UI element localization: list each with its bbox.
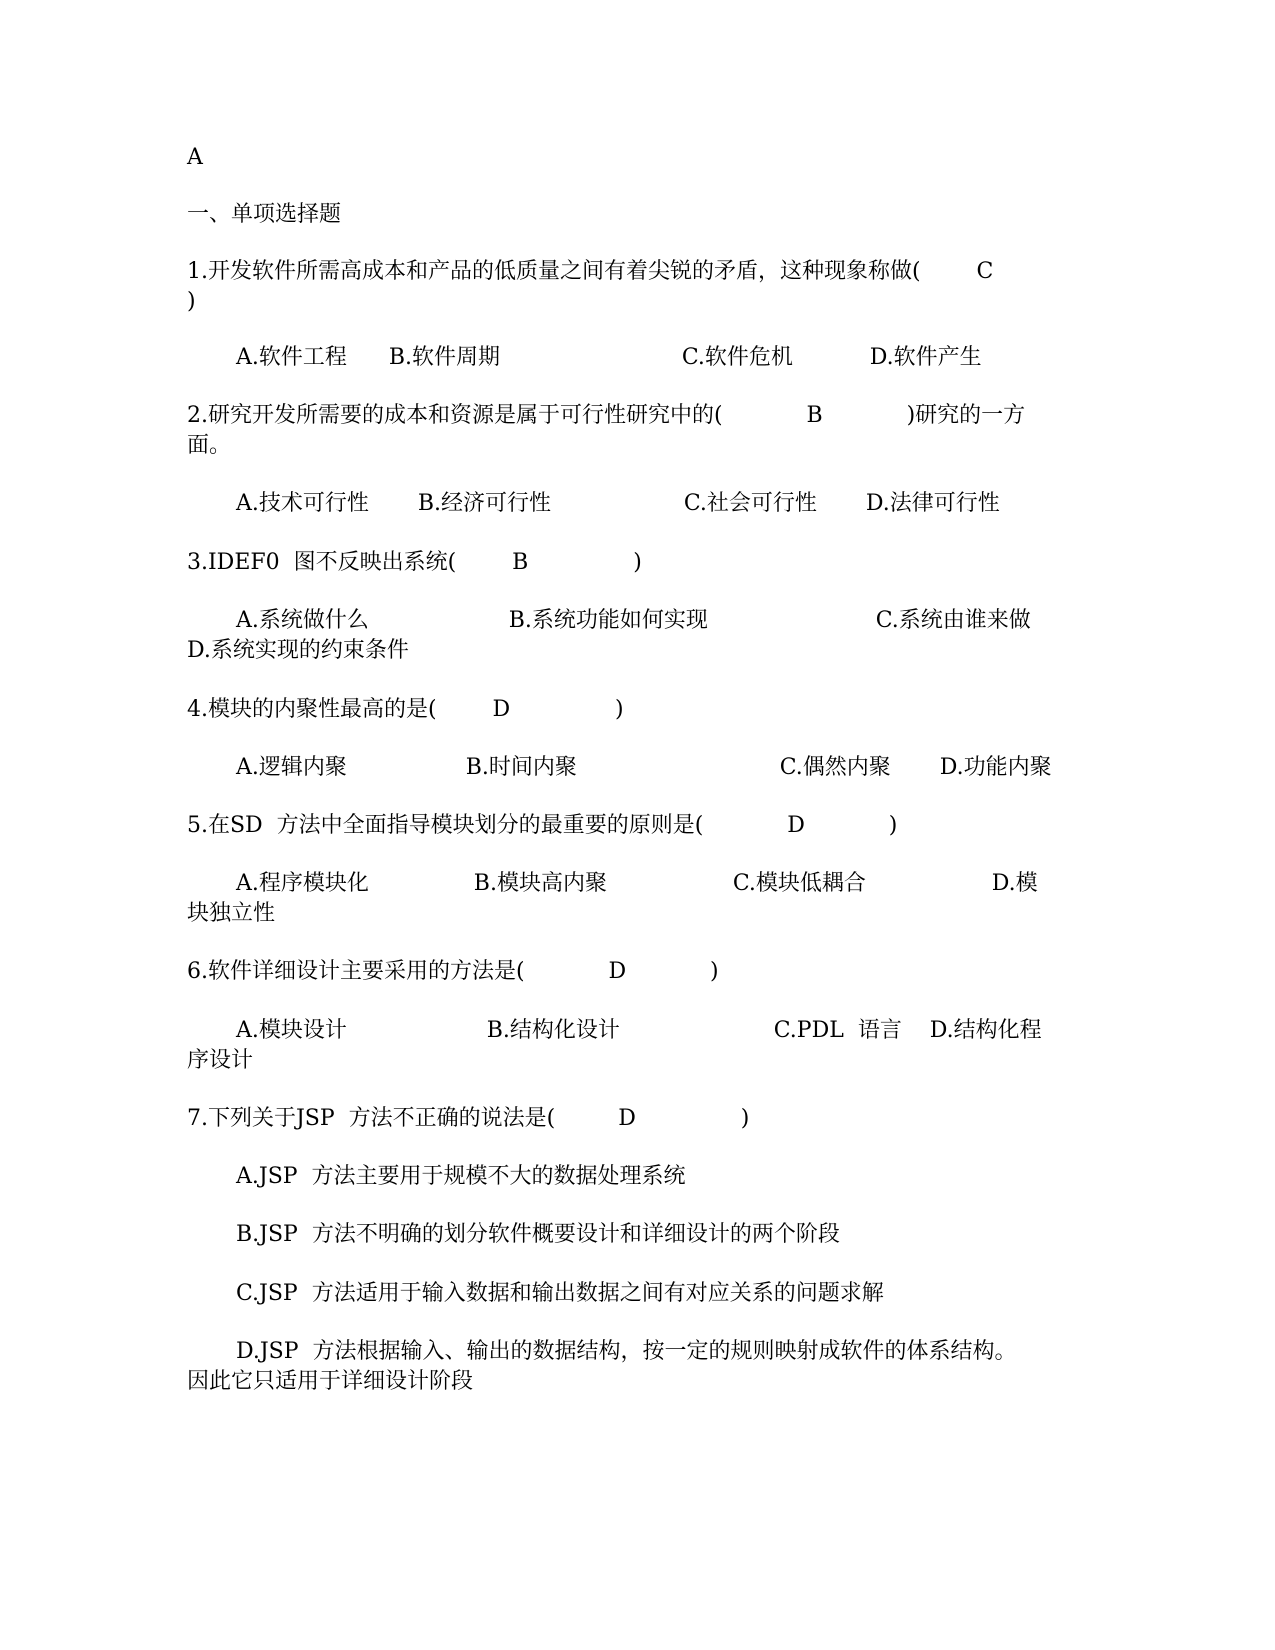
question-7-stem: 7.下列关于JSP 方法不正确的说法是( D ) <box>187 1106 750 1131</box>
question-7-option-d: D.JSP 方法根据输入、输出的数据结构，按一定的规则映射成软件的体系结构。 <box>236 1339 1017 1364</box>
question-2-stem-cont: 面。 <box>187 433 232 458</box>
question-5-options-cont: 块独立性 <box>187 901 276 926</box>
question-1-stem-cont: ) <box>187 289 196 314</box>
question-7-option-a: A.JSP 方法主要用于规模不大的数据处理系统 <box>236 1164 686 1189</box>
question-4-stem: 4.模块的内聚性最高的是( D ) <box>187 697 624 722</box>
question-6-stem: 6.软件详细设计主要采用的方法是( D ) <box>187 959 719 984</box>
question-4-options: A.逻辑内聚 B.时间内聚 C.偶然内聚 D.功能内聚 <box>236 755 1052 780</box>
question-6-options-cont: 序设计 <box>187 1048 254 1073</box>
question-2-stem: 2.研究开发所需要的成本和资源是属于可行性研究中的( B )研究的一方 <box>187 403 1026 428</box>
question-6-options: A.模块设计 B.结构化设计 C.PDL 语言 D.结构化程 <box>236 1018 1042 1043</box>
question-7-option-b: B.JSP 方法不明确的划分软件概要设计和详细设计的两个阶段 <box>236 1222 840 1247</box>
question-5-options: A.程序模块化 B.模块高内聚 C.模块低耦合 D.模 <box>236 871 1038 896</box>
question-5-stem: 5.在SD 方法中全面指导模块划分的最重要的原则是( D ) <box>187 813 898 838</box>
question-3-options-cont: D.系统实现的约束条件 <box>187 638 409 663</box>
question-3-options: A.系统做什么 B.系统功能如何实现 C.系统由谁来做 <box>236 608 1031 633</box>
section-title: 一、单项选择题 <box>187 202 342 227</box>
question-1-options: A.软件工程 B.软件周期 C.软件危机 D.软件产生 <box>236 345 982 370</box>
header-label: A <box>187 145 203 170</box>
question-7-option-c: C.JSP 方法适用于输入数据和输出数据之间有对应关系的问题求解 <box>236 1281 884 1306</box>
question-7-option-d-cont: 因此它只适用于详细设计阶段 <box>187 1369 474 1394</box>
question-2-options: A.技术可行性 B.经济可行性 C.社会可行性 D.法律可行性 <box>236 491 1000 516</box>
question-3-stem: 3.IDEF0 图不反映出系统( B ) <box>187 550 642 575</box>
question-1-stem: 1.开发软件所需高成本和产品的低质量之间有着尖锐的矛盾，这种现象称做( C <box>187 259 994 284</box>
